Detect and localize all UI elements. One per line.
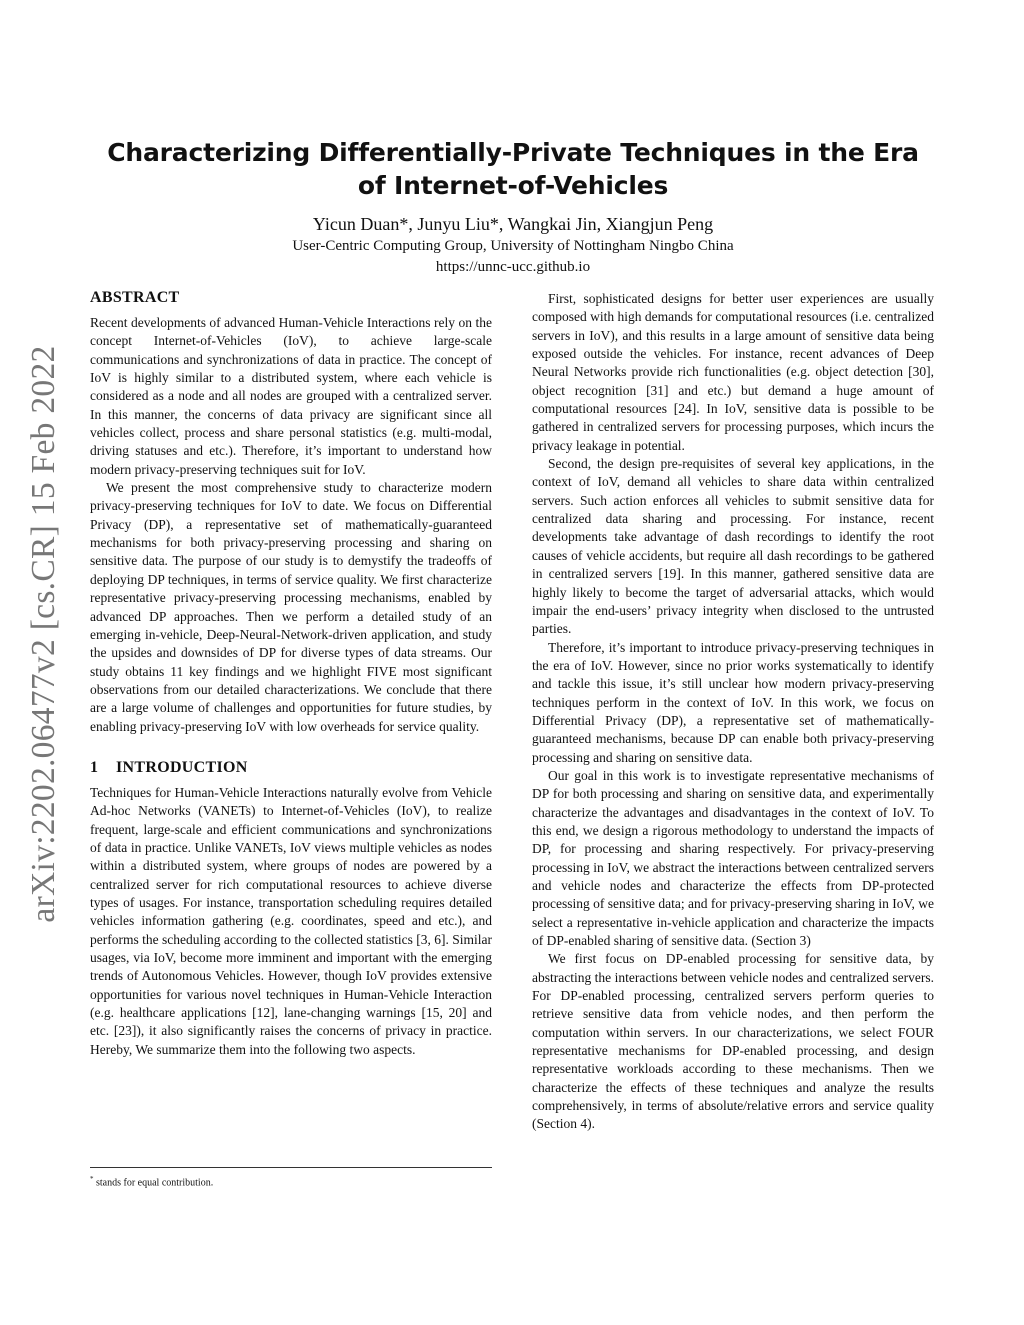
abstract-paragraph: We present the most comprehensive study to characterize modern privacy-preserving techniques for IoV to date. We focus on Differential Privacy (DP), a representative set of mathematically-guaranteed mechanisms for both privacy-preserving processing and sharing on sensitive data. The purpose of our study is to demystify the tradeoffs of deploying DP techniques, in terms of service quality. We first characterize representative privacy-preserving processing mechanisms, enabled by advanced DP approaches. Then we perform a detailed study of an emerging in-vehicle, Deep-Neural-Network-driven application, and study the upsides and downsides of DP for diverse types of data streams. Our study obtains 11 key findings and we highlight FIVE most significant observations from our detailed characterizations. We conclude that there are a large volume of challenges and opportunities for future studies, by enabling privacy-preserving IoV with low overheads for service quality. xyxy=(90,480,492,734)
abstract-heading: ABSTRACT xyxy=(90,289,180,306)
arxiv-identifier: arXiv:2202.06477v2 [cs.CR] 15 Feb 2022 xyxy=(25,345,62,923)
paper-affiliation: User-Centric Computing Group, University of Nottingham Ningbo China xyxy=(292,238,734,254)
abstract-paragraph: Recent developments of advanced Human-Vehicle Interactions rely on the concept Internet-of-Vehicles (IoV), to achieve large-scale communications and synchronizations of data in practice. The concept of IoV is highly similar to a distributed system, where each vehicle is considered as a node and all nodes are grouped with a centralized server. In this manner, the concerns of data privacy are significant since all vehicles collect, process and share personal statistics (e.g. multi-modal, driving statuses and etc.). Therefore, it’s important to understand how modern privacy-preserving techniques suit for IoV. xyxy=(90,315,492,477)
footnote xyxy=(90,1173,492,1189)
body-paragraph: First, sophisticated designs for better user experiences are usually composed with high demands for computational resources (i.e. centralized servers in IoV), and this results in a large amount of sensitive data being exposed outside the vehicles. For instance, recent advances of Deep Neural Networks provide rich functionalities (e.g. object detection [30], object recognition [31] and etc.) but demand a huge amount of computational resources [24]. In IoV, sensitive data is possible to be gathered in centralized servers for processing purposes, which incurs the privacy leakage in potential. xyxy=(532,291,934,453)
paper-url: https://unnc-ucc.github.io xyxy=(435,259,591,275)
paper-authors: Yicun Duan*, Junyu Liu*, Wangkai Jin, Xiangjun Peng xyxy=(312,214,714,234)
paper-title: Characterizing Differentially-Private Techniques in the Era of Internet-of-Vehicles xyxy=(107,138,919,200)
footnote-divider xyxy=(90,1167,492,1168)
body-paragraph: Techniques for Human-Vehicle Interactions naturally evolve from Vehicle Ad-hoc Networks (VANETs) to Internet-of-Vehicles (IoV), to realize frequent, large-scale and efficient communications and synchronizations of data in practice. Unlike VANETs, IoV views multiple vehicles as nodes within a distributed system, where groups of nodes are powered by a centralized server for rich computational resources to achieve diverse types of usages. For instance, transportation scheduling requires detailed vehicles information gathering (e.g. coordinates, speed and etc.), and performs the scheduling according to the collected statistics [3, 6]. Similar usages, via IoV, become more imminent and important with the emerging trends of Autonomous Vehicles. However, though IoV provides extensive opportunities for various novel techniques in Human-Vehicle Interaction (e.g. healthcare applications [12], lane-changing warnings [15, 20] and etc. [23]), it also significantly raises the concerns of privacy in practice. Hereby, We summarize them into the following two aspects. xyxy=(90,784,492,1057)
footnote-mark: * xyxy=(90,1175,94,1183)
body-paragraph: Therefore, it’s important to introduce privacy-preserving techniques in the era of IoV. However, since no prior works systematically to identify and tackle this issue, it’s still unclear how modern privacy-preserving techniques perform in the context of IoV. In this work, we focus on Differential Privacy (DP), a representative set of mathematically-guaranteed mechanisms, because DP can enable both privacy-preserving processing and sharing on sensitive data. xyxy=(532,639,934,765)
section-number: 1 xyxy=(90,758,99,776)
left-column xyxy=(90,288,492,1059)
introduction-heading xyxy=(90,758,492,778)
footnote-text: stands for equal contribution. xyxy=(96,1177,214,1189)
body-paragraph: Second, the design pre-requisites of several key applications, in the context of IoV, demand all vehicles to share data within centralized servers. Such action enforces all vehicles to submit sensitive data for centralized data sharing and processing. For instance, recent developments take advantage of dash recordings to identify the root causes of vehicle accidents, but require all dash recordings to be gathered in centralized servers [19]. In this manner, gathered sensitive data are highly likely to become the target of adversarial attacks, which would impair the end-users’ privacy integrity when disclosed to the untrusted parties. xyxy=(532,456,934,637)
body-paragraph: Our goal in this work is to investigate representative mechanisms of DP for both processing and sharing on sensitive data, and experimentally characterize the advantages and disadvantages in the context of IoV. To this end, we design a rigorous methodology to understand the impacts of DP, for processing and sharing respectively. For privacy-preserving processing in IoV, we abstract the interactions between centralized servers and vehicle nodes and characterize the effects from DP-protected processing of sensitive data; and for privacy-preserving sharing in IoV, we select a representative in-vehicle application and characterize the impacts of DP-enabled sharing of sensitive data. (Section 3) xyxy=(532,767,935,949)
body-paragraph: We first focus on DP-enabled processing for sensitive data, by abstracting the interactions between vehicle nodes and centralized servers. For DP-enabled processing, centralized servers perform queries to retrieve sensitive data from vehicle nodes, and then perform the computation within servers. In our characterizations, we select FOUR representative mechanisms for DP-enabled processing, and design representative workloads according to these mechanisms. Then we characterize the effects of these techniques and analyze the results comprehensively, in terms of absolute/relative errors and service quality (Section 4). xyxy=(532,951,934,1132)
section-title: INTRODUCTION xyxy=(116,758,248,776)
right-column xyxy=(532,290,934,1134)
